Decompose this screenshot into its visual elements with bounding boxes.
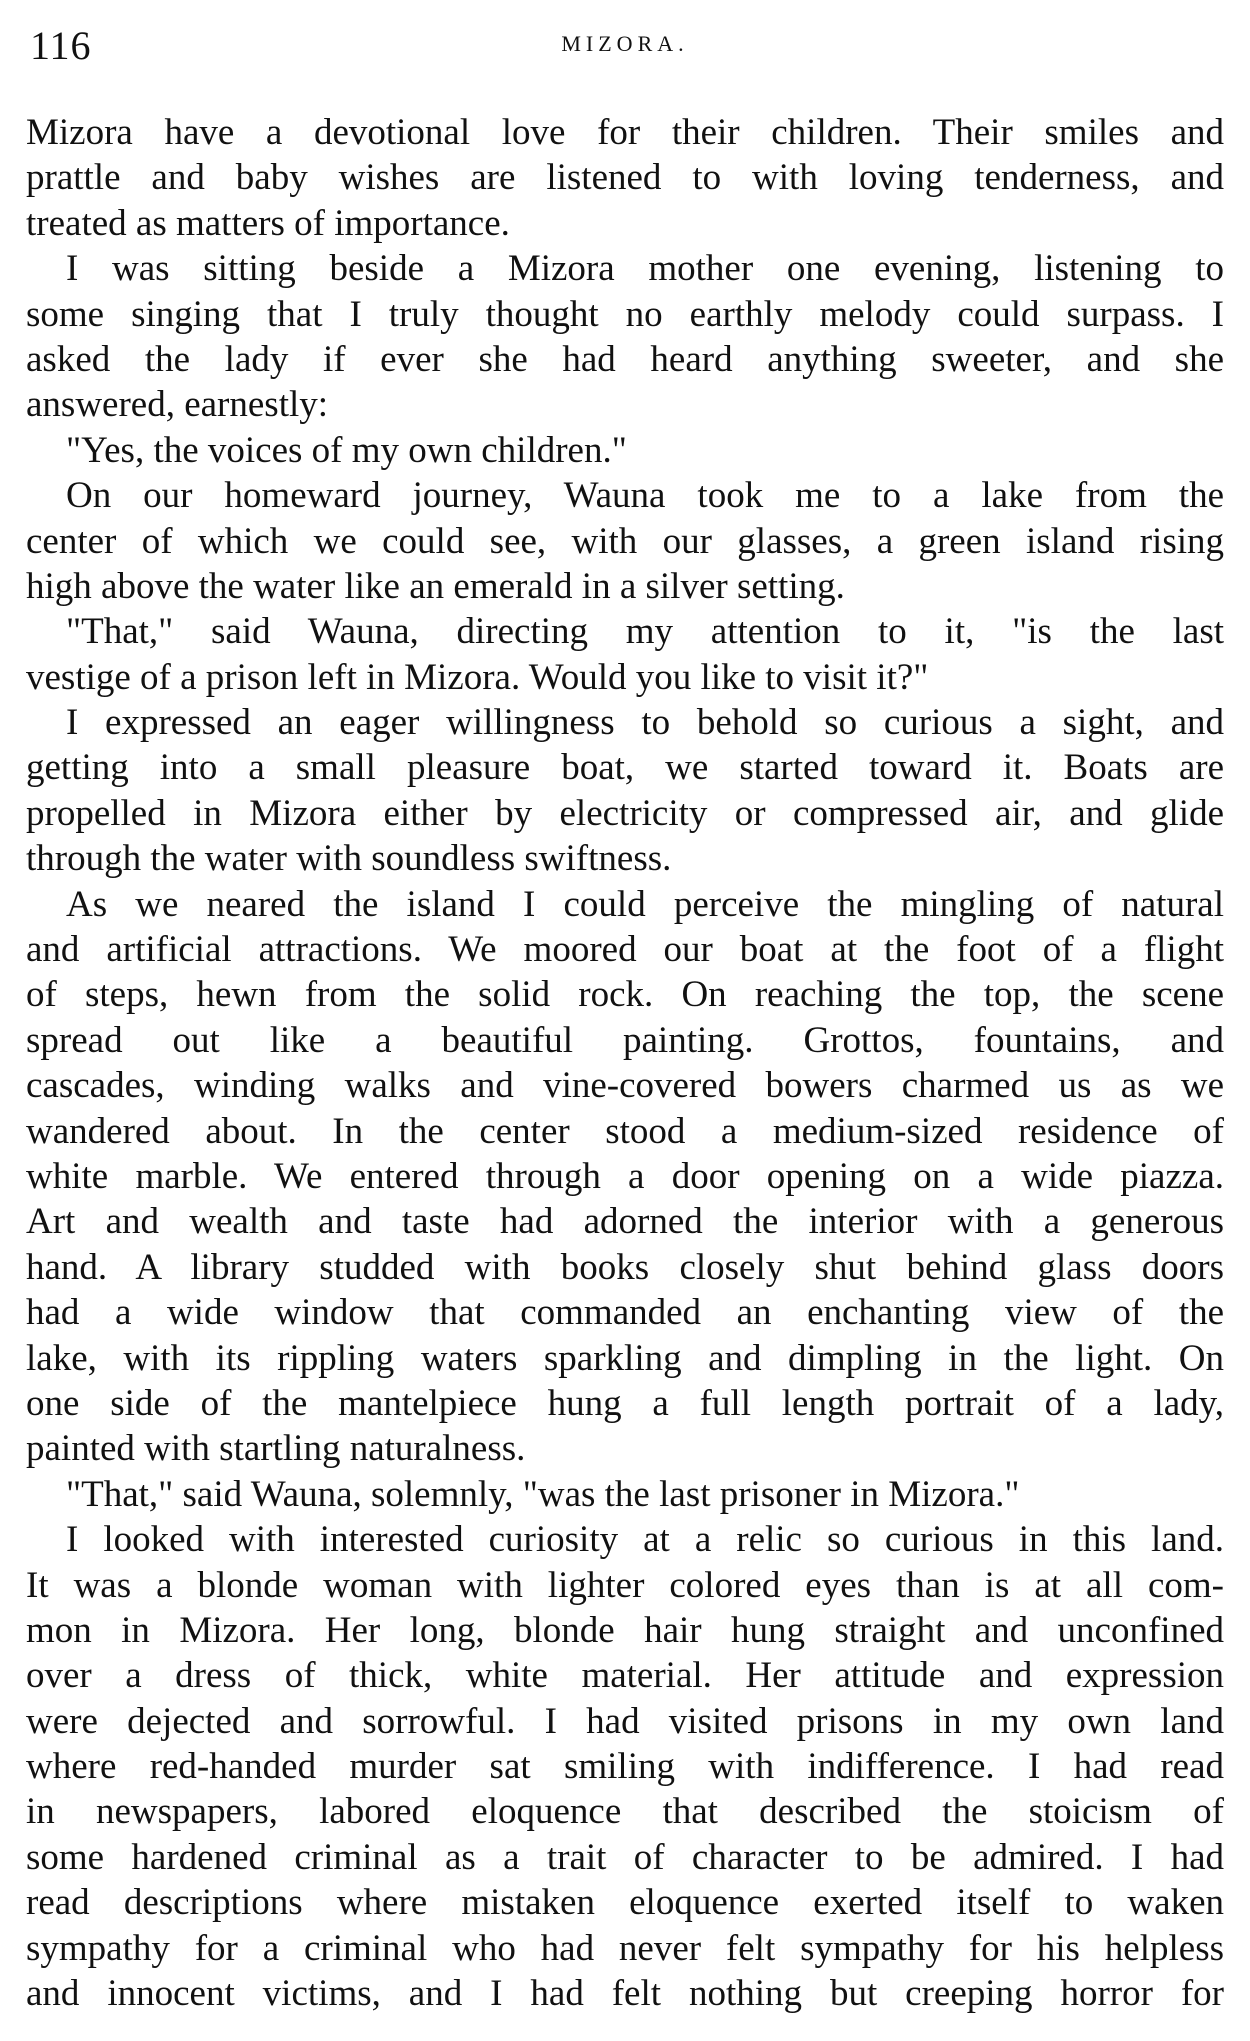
text-line: getting into a small pleasure boat, we started toward it. Boats are <box>26 747 1224 789</box>
text-line: "Yes, the voices of my own children." <box>66 429 627 471</box>
body-text <box>26 110 1224 2016</box>
text-line: painted with startling naturalness. <box>26 1428 526 1470</box>
text-line: propelled in Mizora either by electricity or compressed air, and glide <box>26 792 1224 834</box>
text-line: and artificial attractions. We moored our boat at the foot of a flight <box>26 929 1224 971</box>
text-line: answered, earnestly: <box>26 384 329 426</box>
text-line: treated as matters of importance. <box>26 202 510 244</box>
text-line: Mizora have a devotional love for their children. Their smiles and <box>26 112 1224 153</box>
running-title: MIZORA. <box>561 31 689 56</box>
text-line: over a dress of thick, white material. Her attitude and expression <box>26 1655 1224 1697</box>
text-line: where red-handed murder sat smiling with indifference. I had read <box>26 1746 1224 1788</box>
text-line: vestige of a prison left in Mizora. Would you like to visit it?" <box>26 656 929 698</box>
text-line: white marble. We entered through a door opening on a wide piazza. <box>26 1155 1224 1197</box>
text-line: "That," said Wauna, directing my attention to it, "is the last <box>66 611 1224 653</box>
text-line: asked the lady if ever she had heard anything sweeter, and she <box>26 338 1224 380</box>
text-line: some hardened criminal as a trait of character to be admired. I had <box>26 1836 1224 1878</box>
text-line: wandered about. In the center stood a medium-sized residence of <box>26 1110 1224 1152</box>
text-line: I looked with interested curiosity at a relic so curious in this land. <box>66 1519 1224 1561</box>
text-line: spread out like a beautiful painting. Grottos, fountains, and <box>26 1019 1224 1061</box>
text-line: mon in Mizora. Her long, blonde hair hung straight and unconfined <box>26 1609 1224 1651</box>
text-line: I was sitting beside a Mizora mother one evening, listening to <box>66 248 1224 290</box>
text-line: "That," said Wauna, solemnly, "was the last prisoner in Mizora." <box>66 1473 1020 1515</box>
text-line: and innocent victims, and I had felt nothing but creeping horror for <box>26 1973 1224 2015</box>
text-line: It was a blonde woman with lighter colored eyes than is at all com- <box>26 1564 1224 1606</box>
text-line: of steps, hewn from the solid rock. On reaching the top, the scene <box>26 974 1224 1016</box>
text-line: On our homeward journey, Wauna took me to a lake from the <box>66 475 1224 517</box>
text-line: sympathy for a criminal who had never felt sympathy for his helpless <box>26 1927 1224 1969</box>
text-line: Art and wealth and taste had adorned the interior with a generous <box>26 1201 1224 1243</box>
text-line: one side of the mantelpiece hung a full length portrait of a lady, <box>26 1382 1224 1424</box>
text-line: some singing that I truly thought no earthly melody could surpass. I <box>26 293 1224 335</box>
text-line: prattle and baby wishes are listened to with loving tenderness, and <box>26 157 1224 199</box>
text-line: lake, with its rippling waters sparkling and dimpling in the light. On <box>26 1337 1224 1379</box>
text-line: As we neared the island I could perceive the mingling of natural <box>66 883 1224 925</box>
text-line: hand. A library studded with books closely shut behind glass doors <box>26 1246 1224 1288</box>
text-line: were dejected and sorrowful. I had visited prisons in my own land <box>26 1700 1224 1742</box>
text-line: high above the water like an emerald in a silver setting. <box>26 565 845 607</box>
text-line: in newspapers, labored eloquence that described the stoicism of <box>26 1791 1224 1833</box>
text-line: center of which we could see, with our glasses, a green island rising <box>26 520 1224 562</box>
text-line: read descriptions where mistaken eloquence exerted itself to waken <box>26 1882 1224 1924</box>
text-line: had a wide window that commanded an enchanting view of the <box>26 1292 1224 1334</box>
text-line: through the water with soundless swiftness. <box>26 838 672 880</box>
page-number: 116 <box>30 23 92 68</box>
text-line: cascades, winding walks and vine-covered bowers charmed us as we <box>26 1065 1224 1107</box>
text-line: I expressed an eager willingness to behold so curious a sight, and <box>66 702 1224 744</box>
